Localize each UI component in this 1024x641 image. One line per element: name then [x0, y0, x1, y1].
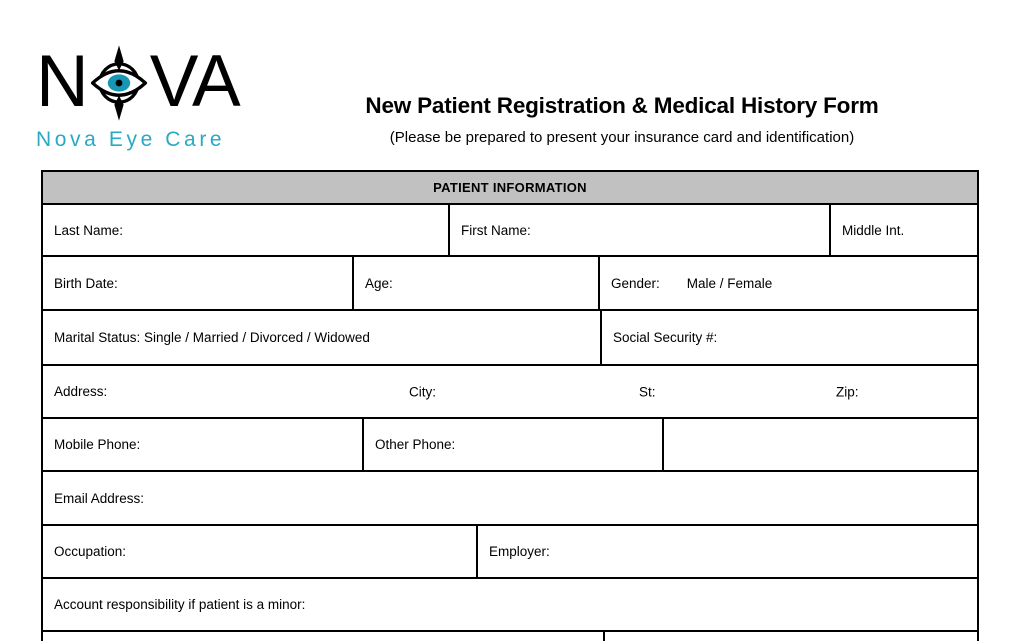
ssn-label: Social Security #: — [613, 330, 718, 345]
page-title: New Patient Registration & Medical History Form — [365, 93, 879, 118]
patient-information-table — [41, 170, 979, 641]
row-birth-age-gender — [43, 255, 977, 309]
employer-field[interactable] — [476, 526, 977, 577]
gender-field[interactable] — [598, 257, 977, 309]
row-address — [43, 364, 977, 417]
marital-status-label: Marital Status: Single / Married / Divorced / Widowed — [54, 330, 370, 345]
age-field[interactable] — [352, 257, 598, 309]
zip-label: Zip: — [836, 384, 859, 399]
minor-account-label: Account responsibility if patient is a minor: — [54, 597, 306, 612]
section-title: PATIENT INFORMATION — [433, 180, 587, 195]
logo-letter-n: N — [36, 40, 88, 122]
employer-label: Employer: — [489, 544, 550, 559]
email-label: Email Address: — [54, 490, 145, 506]
birth-date-label: Birth Date: — [54, 275, 118, 291]
occupation-label: Occupation: — [54, 544, 127, 559]
form-header — [240, 93, 1004, 146]
row-marital-ssn — [43, 309, 977, 364]
partial-left-field[interactable] — [43, 632, 603, 641]
address-field[interactable] — [43, 366, 977, 417]
first-name-field[interactable] — [448, 205, 829, 255]
birth-date-field[interactable] — [43, 257, 352, 309]
page-subtitle: (Please be prepared to present your insurance card and identification) — [389, 129, 855, 146]
age-label: Age: — [365, 275, 393, 291]
compass-point-top — [114, 45, 123, 70]
row-minor-responsibility — [43, 577, 977, 630]
gender-label: Gender: — [611, 275, 660, 291]
st-label: St: — [639, 384, 656, 399]
logo-tagline: Nova Eye Care — [36, 128, 226, 151]
ssn-field[interactable] — [600, 311, 977, 364]
phone-extra-field[interactable] — [662, 419, 977, 470]
last-name-label: Last Name: — [54, 222, 124, 238]
marital-status-field[interactable] — [43, 311, 600, 364]
address-label: Address: — [54, 384, 108, 399]
occupation-field[interactable] — [43, 526, 476, 577]
first-name-label: First Name: — [461, 222, 531, 238]
middle-initial-label: Middle Int. — [842, 222, 905, 238]
row-email — [43, 470, 977, 524]
compass-eye-icon — [86, 40, 152, 126]
minor-account-field[interactable] — [43, 579, 977, 630]
last-name-field[interactable] — [43, 205, 448, 255]
middle-initial-field[interactable] — [829, 205, 977, 255]
other-phone-field[interactable] — [362, 419, 662, 470]
row-name — [43, 203, 977, 255]
email-field[interactable] — [43, 472, 977, 524]
pupil — [115, 80, 122, 87]
patient-information-header — [43, 172, 977, 203]
partial-right-field[interactable] — [603, 632, 977, 641]
nova-logo — [36, 40, 240, 152]
gender-options: Male / Female — [686, 275, 773, 291]
mobile-phone-label: Mobile Phone: — [54, 437, 141, 452]
row-phones — [43, 417, 977, 470]
row-occupation-employer — [43, 524, 977, 577]
nova-wordmark — [36, 40, 240, 126]
other-phone-label: Other Phone: — [375, 437, 456, 452]
logo-letters-va: VA — [149, 40, 240, 122]
mobile-phone-field[interactable] — [43, 419, 362, 470]
row-partial-bottom — [43, 630, 977, 641]
city-label: City: — [409, 384, 436, 399]
compass-point-bottom — [114, 96, 123, 121]
